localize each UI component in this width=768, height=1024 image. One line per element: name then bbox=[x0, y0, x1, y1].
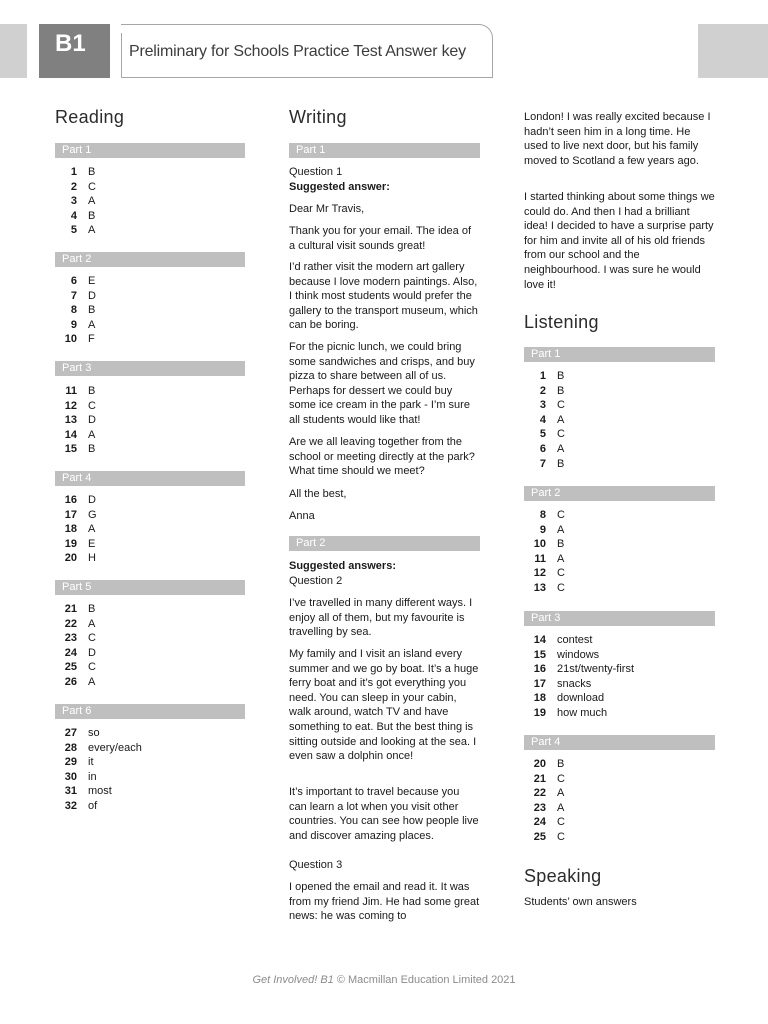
speaking-section-title: Speaking bbox=[524, 866, 602, 886]
question-number: 14 bbox=[64, 428, 77, 441]
answer-value: A bbox=[557, 801, 565, 814]
answer-value: it bbox=[88, 756, 94, 769]
answer-value: C bbox=[88, 632, 96, 645]
letter-greeting: Dear Mr Travis, bbox=[289, 203, 365, 215]
answer-row bbox=[524, 581, 715, 596]
level-badge: B1 bbox=[39, 24, 110, 78]
page-footer bbox=[0, 974, 768, 986]
suggested-answer-label: Suggested answer: bbox=[289, 181, 390, 193]
question-number: 7 bbox=[539, 457, 546, 470]
answer-value: contest bbox=[557, 634, 593, 646]
listening-part-4-answers bbox=[524, 757, 715, 845]
answer-row bbox=[524, 523, 715, 538]
reading-part-5-header: Part 5 bbox=[55, 580, 245, 595]
answer-row bbox=[55, 399, 245, 414]
reading-section-title: Reading bbox=[55, 107, 125, 127]
answer-row bbox=[55, 741, 245, 756]
answer-row bbox=[55, 784, 245, 799]
answer-value: B bbox=[88, 304, 96, 317]
answer-value: A bbox=[88, 224, 96, 237]
question-number: 19 bbox=[533, 706, 546, 719]
reading-part-6-header: Part 6 bbox=[55, 704, 245, 719]
writing-part-2-header: Part 2 bbox=[289, 536, 480, 551]
question-number: 24 bbox=[533, 816, 546, 829]
question-number: 12 bbox=[64, 399, 77, 412]
answer-value: how much bbox=[557, 706, 608, 719]
question-number: 31 bbox=[64, 785, 77, 798]
answer-row bbox=[55, 537, 245, 552]
reading-part-5-answers bbox=[55, 602, 245, 690]
question-number: 11 bbox=[534, 552, 546, 565]
answer-row bbox=[55, 493, 245, 508]
answer-row bbox=[55, 318, 245, 333]
reading-part-1-answers bbox=[55, 165, 245, 238]
answer-value: B bbox=[88, 385, 96, 397]
answer-row bbox=[55, 165, 245, 180]
answer-value: A bbox=[88, 428, 96, 441]
answer-value: G bbox=[88, 508, 97, 521]
answer-row bbox=[55, 428, 245, 443]
question-number: 28 bbox=[64, 741, 77, 754]
answer-row bbox=[55, 660, 245, 675]
question-number: 15 bbox=[533, 648, 546, 661]
answer-value: C bbox=[557, 428, 565, 441]
answer-row bbox=[524, 508, 715, 523]
answer-row bbox=[55, 522, 245, 537]
answer-row bbox=[55, 289, 245, 304]
answer-row bbox=[55, 442, 245, 457]
answer-row bbox=[55, 223, 245, 238]
story-paragraph: I opened the email and read it. It was from my friend Jim. He had some great news: he was coming to bbox=[289, 881, 480, 923]
answer-row bbox=[524, 786, 715, 801]
question-number: 19 bbox=[64, 537, 77, 550]
answer-row bbox=[524, 757, 715, 772]
answer-value: C bbox=[88, 661, 96, 674]
answer-value: C bbox=[88, 180, 96, 193]
listening-section-title: Listening bbox=[524, 312, 599, 332]
answer-row bbox=[524, 442, 715, 457]
answer-row bbox=[55, 726, 245, 741]
question-number: 22 bbox=[533, 787, 546, 800]
answer-row bbox=[55, 770, 245, 785]
question-2-heading: Question 2 bbox=[289, 575, 343, 587]
answer-row bbox=[524, 662, 715, 677]
answer-row bbox=[524, 552, 715, 567]
answer-value: most bbox=[88, 785, 112, 798]
answer-row bbox=[55, 274, 245, 289]
answer-value: download bbox=[557, 692, 605, 705]
left-page-tab bbox=[0, 24, 27, 78]
answer-row bbox=[524, 566, 715, 581]
title-divider bbox=[121, 33, 122, 77]
book-title: Get Involved! B1 bbox=[252, 974, 334, 986]
answer-value: B bbox=[557, 538, 565, 551]
answer-row bbox=[55, 180, 245, 195]
answer-value: A bbox=[557, 523, 565, 536]
answer-value: E bbox=[88, 537, 96, 550]
reading-part-6-answers bbox=[55, 726, 245, 814]
answer-value: B bbox=[88, 443, 96, 456]
answer-value: every/each bbox=[88, 741, 142, 754]
answer-row bbox=[524, 537, 715, 552]
reading-part-2-header: Part 2 bbox=[55, 252, 245, 267]
answer-row bbox=[55, 332, 245, 347]
question-number: 6 bbox=[70, 275, 77, 287]
question-number: 6 bbox=[539, 442, 546, 455]
question-1-heading: Question 1 bbox=[289, 166, 343, 178]
question-number: 23 bbox=[533, 801, 546, 814]
story-paragraph: I started thinking about some things we could do. And then I had a brilliant idea! I decided to have a surprise party for him and invite all of his old friends from our school and the neighbourhood. I was sure he would love it! bbox=[524, 191, 715, 291]
question-number: 30 bbox=[64, 770, 77, 783]
answer-row bbox=[524, 427, 715, 442]
answer-row bbox=[55, 799, 245, 814]
answer-value: B bbox=[88, 603, 96, 615]
answer-row bbox=[524, 384, 715, 399]
answer-value: C bbox=[557, 509, 565, 521]
question-number: 12 bbox=[533, 567, 546, 580]
question-number: 26 bbox=[64, 675, 77, 688]
answer-value: C bbox=[557, 399, 565, 412]
answer-row bbox=[55, 209, 245, 224]
question-number: 25 bbox=[64, 661, 77, 674]
letter-sign-off: All the best, bbox=[289, 488, 347, 500]
question-number: 20 bbox=[64, 552, 77, 565]
answer-row bbox=[524, 691, 715, 706]
question-number: 7 bbox=[70, 289, 77, 302]
answer-value: F bbox=[88, 333, 95, 346]
answer-value: B bbox=[557, 457, 565, 470]
question-number: 27 bbox=[64, 727, 77, 739]
story-paragraph-continued: London! I was really excited because I hadn’t seen him in a long time. He used to live next door, but his family moved to Scotland a few years ago. bbox=[524, 111, 711, 167]
answer-value: D bbox=[88, 646, 96, 659]
answer-value: A bbox=[88, 617, 96, 630]
answer-row bbox=[55, 675, 245, 690]
reading-part-2-answers bbox=[55, 274, 245, 347]
question-number: 8 bbox=[70, 304, 77, 317]
question-number: 14 bbox=[533, 634, 546, 646]
listening-part-3-answers bbox=[524, 633, 715, 721]
letter-paragraph: Are we all leaving together from the school or meeting directly at the park? What time should we meet? bbox=[289, 436, 475, 478]
question-number: 16 bbox=[64, 494, 77, 506]
question-number: 32 bbox=[64, 799, 77, 812]
question-number: 1 bbox=[70, 166, 77, 178]
answer-value: B bbox=[88, 166, 96, 178]
reading-part-4-header: Part 4 bbox=[55, 471, 245, 486]
answer-row bbox=[524, 413, 715, 428]
writing-section-title: Writing bbox=[289, 107, 347, 127]
question-number: 9 bbox=[539, 523, 546, 536]
question-number: 2 bbox=[539, 384, 546, 397]
answer-row bbox=[55, 631, 245, 646]
article-paragraph: I’ve travelled in many different ways. I enjoy all of them, but my favourite is travelling by sea. bbox=[289, 597, 473, 639]
listening-part-3-header: Part 3 bbox=[524, 611, 715, 626]
answer-value: snacks bbox=[557, 677, 592, 690]
answer-value: C bbox=[557, 581, 565, 594]
answer-value: of bbox=[88, 799, 98, 812]
answer-value: A bbox=[88, 523, 96, 536]
answer-value: C bbox=[557, 772, 565, 785]
answer-value: A bbox=[557, 552, 565, 565]
question-number: 17 bbox=[64, 508, 77, 521]
answer-row bbox=[55, 194, 245, 209]
letter-paragraph: I’d rather visit the modern art gallery because I love modern paintings. Also, I think most students would prefer the gallery to the transport museum, which can be boring. bbox=[289, 261, 478, 332]
listening-part-2-answers bbox=[524, 508, 715, 596]
copyright-notice: © Macmillan Education Limited 2021 bbox=[333, 974, 516, 986]
question-number: 13 bbox=[64, 414, 77, 427]
question-number: 13 bbox=[533, 581, 546, 594]
page-title: Preliminary for Schools Practice Test Answer key bbox=[129, 43, 466, 60]
question-number: 15 bbox=[64, 443, 77, 456]
answer-row bbox=[524, 398, 715, 413]
answer-row bbox=[524, 815, 715, 830]
answer-value: A bbox=[88, 675, 96, 688]
answer-value: H bbox=[88, 552, 96, 565]
answer-row bbox=[55, 508, 245, 523]
question-number: 18 bbox=[533, 692, 546, 705]
answer-value: E bbox=[88, 275, 96, 287]
letter-signature: Anna bbox=[289, 510, 315, 522]
question-number: 2 bbox=[70, 180, 77, 193]
question-number: 20 bbox=[533, 758, 546, 770]
answer-value: C bbox=[88, 399, 96, 412]
answer-row bbox=[55, 755, 245, 770]
answer-row bbox=[524, 772, 715, 787]
answer-row bbox=[55, 602, 245, 617]
answer-row bbox=[55, 551, 245, 566]
question-3-heading: Question 3 bbox=[289, 859, 343, 871]
writing-part-1-header: Part 1 bbox=[289, 143, 480, 158]
answer-row bbox=[524, 369, 715, 384]
listening-part-4-header: Part 4 bbox=[524, 735, 715, 750]
question-number: 29 bbox=[64, 756, 77, 769]
question-number: 5 bbox=[539, 428, 546, 441]
reading-part-1-header: Part 1 bbox=[55, 143, 245, 158]
answer-value: D bbox=[88, 289, 96, 302]
speaking-note: Students’ own answers bbox=[524, 896, 637, 908]
right-page-tab bbox=[698, 24, 768, 78]
answer-row bbox=[55, 413, 245, 428]
answer-row bbox=[524, 457, 715, 472]
listening-part-2-header: Part 2 bbox=[524, 486, 715, 501]
question-number: 16 bbox=[533, 663, 546, 676]
answer-row bbox=[524, 830, 715, 845]
answer-value: A bbox=[557, 413, 565, 426]
answer-value: A bbox=[88, 195, 96, 208]
question-number: 9 bbox=[70, 318, 77, 331]
answer-value: A bbox=[557, 442, 565, 455]
question-number: 11 bbox=[65, 385, 77, 397]
question-number: 10 bbox=[533, 538, 546, 551]
answer-row bbox=[524, 648, 715, 663]
reading-part-4-answers bbox=[55, 493, 245, 566]
answer-value: D bbox=[88, 494, 96, 506]
question-number: 21 bbox=[64, 603, 77, 615]
answer-row bbox=[55, 646, 245, 661]
letter-paragraph: For the picnic lunch, we could bring some sandwiches and crisps, and buy pizza to share between all of us. Perhaps for dessert we could buy some ice cream in the park - I’m sure all students would like that! bbox=[289, 341, 475, 426]
question-number: 1 bbox=[539, 370, 546, 382]
question-number: 8 bbox=[539, 509, 546, 521]
listening-part-1-answers bbox=[524, 369, 715, 471]
article-paragraph: It’s important to travel because you can learn a lot when you visit other countries. You can see how people live and discover amazing places. bbox=[289, 786, 479, 842]
question-number: 4 bbox=[70, 209, 77, 222]
answer-row bbox=[524, 801, 715, 816]
question-number: 24 bbox=[64, 646, 77, 659]
answer-value: A bbox=[88, 318, 96, 331]
answer-row bbox=[524, 633, 715, 648]
answer-value: C bbox=[557, 830, 565, 843]
answer-value: in bbox=[88, 770, 97, 783]
question-number: 3 bbox=[539, 399, 546, 412]
answer-value: C bbox=[557, 567, 565, 580]
question-number: 3 bbox=[70, 195, 77, 208]
title-box bbox=[121, 24, 493, 78]
letter-paragraph: Thank you for your email. The idea of a cultural visit sounds great! bbox=[289, 225, 472, 252]
article-paragraph: My family and I visit an island every summer and we go by boat. It’s a huge ferry boat and it’s got everything you need. You can sleep in your cabin, walk around, watch TV and have something to eat. But the best thing is sitting outside and looking at the sea. I even saw a dolphin once! bbox=[289, 648, 479, 763]
answer-value: B bbox=[557, 384, 565, 397]
listening-part-1-header: Part 1 bbox=[524, 347, 715, 362]
answer-value: D bbox=[88, 414, 96, 427]
answer-value: B bbox=[557, 370, 565, 382]
answer-value: windows bbox=[557, 648, 600, 661]
question-number: 21 bbox=[533, 772, 546, 785]
answer-row bbox=[55, 617, 245, 632]
reading-part-3-header: Part 3 bbox=[55, 361, 245, 376]
answer-value: B bbox=[557, 758, 565, 770]
question-number: 4 bbox=[539, 413, 546, 426]
reading-part-3-answers bbox=[55, 384, 245, 457]
question-number: 5 bbox=[70, 224, 77, 237]
question-number: 17 bbox=[533, 677, 546, 690]
answer-row bbox=[524, 677, 715, 692]
suggested-answers-label: Suggested answers: bbox=[289, 560, 396, 572]
answer-row bbox=[524, 706, 715, 721]
question-number: 25 bbox=[533, 830, 546, 843]
question-number: 18 bbox=[64, 523, 77, 536]
answer-row bbox=[55, 384, 245, 399]
answer-value: C bbox=[557, 816, 565, 829]
answer-row bbox=[55, 303, 245, 318]
question-number: 22 bbox=[64, 617, 77, 630]
question-number: 10 bbox=[64, 333, 77, 346]
question-number: 23 bbox=[64, 632, 77, 645]
answer-value: 21st/twenty-first bbox=[557, 663, 635, 676]
answer-value: A bbox=[557, 787, 565, 800]
answer-value: so bbox=[88, 727, 100, 739]
answer-value: B bbox=[88, 209, 96, 222]
